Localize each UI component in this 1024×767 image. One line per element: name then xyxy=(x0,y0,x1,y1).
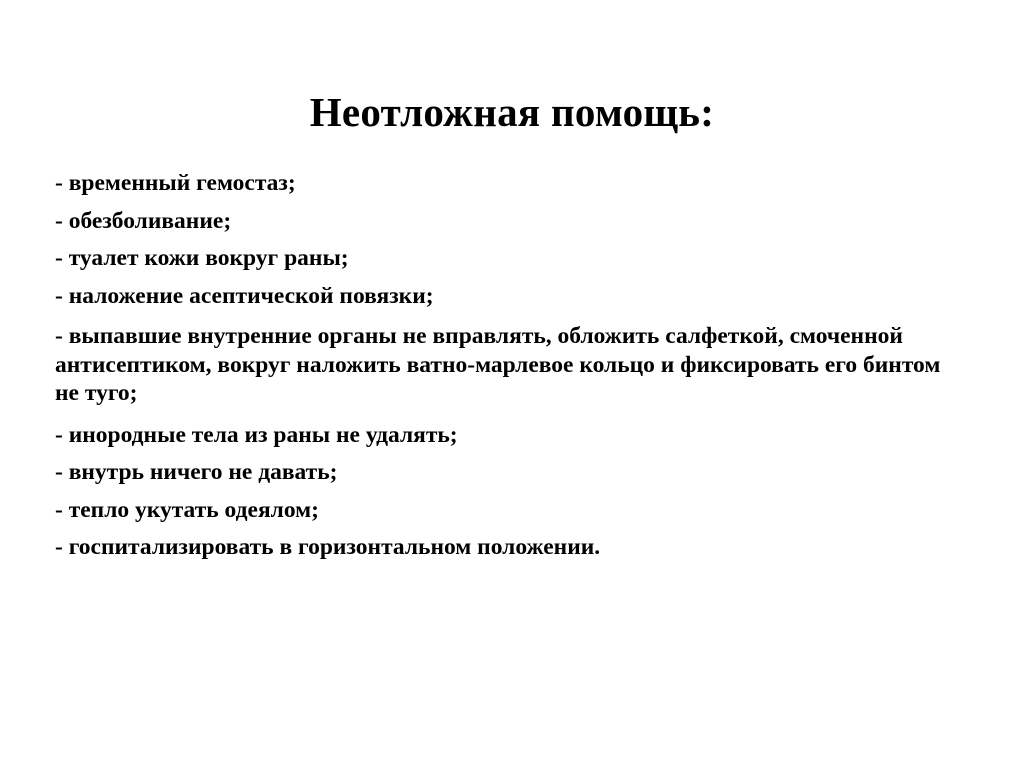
list-item: - обезболивание; xyxy=(55,207,232,234)
list-item: - тепло укутать одеялом; xyxy=(55,496,319,523)
list-item: - госпитализировать в горизонтальном положении. xyxy=(55,534,601,561)
list-item: - внутрь ничего не давать; xyxy=(55,459,338,486)
list-item: - временный гемостаз; xyxy=(55,170,296,196)
page-title: Неотложная помощь: xyxy=(309,89,715,136)
list-item: - наложение асептической повязки; xyxy=(55,282,434,309)
list-item: - выпавшие внутренние органы не вправлять, обложить салфеткой, смоченной антисептиком, вокруг наложить ватно-марлевое кольцо и фиксировать его бинтом не туго; xyxy=(55,323,941,407)
list-item: - инородные тела из раны не удалять; xyxy=(55,421,458,448)
bullet-list xyxy=(55,172,955,560)
list-item: - туалет кожи вокруг раны; xyxy=(55,245,349,271)
